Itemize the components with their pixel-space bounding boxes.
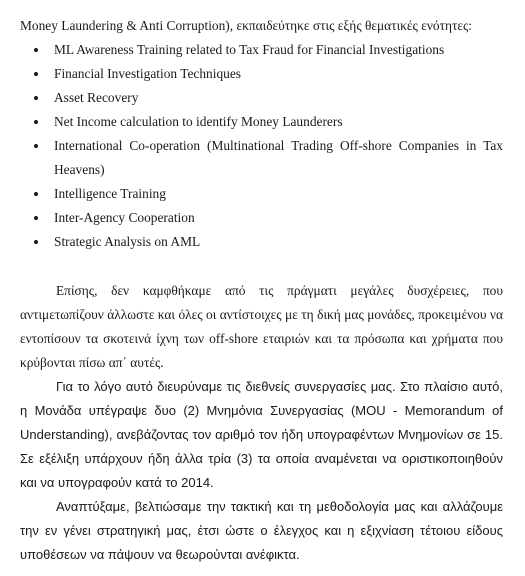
list-item-text: ML Awareness Training related to Tax Fraud for Financial Investigations [54,42,445,57]
bullet-icon [34,48,38,52]
bullet-icon [34,216,38,220]
bullet-icon [34,192,38,196]
list-item-text: Intelligence Training [54,186,166,201]
paragraph-spacer [20,254,503,279]
list-item [20,86,503,110]
bullet-icon [34,96,38,100]
bullet-icon [34,120,38,124]
topics-list [20,38,503,254]
paragraph-offshore: Επίσης, δεν καμφθήκαμε από τις πράγματι μεγάλες δυσχέρειες, που αντιμετωπίζουν άλλωστε και όλες οι αντίστοιχες με τη δική μας μονάδες, προκειμένου να εντοπίσουν τα σκοτεινά ίχνη των off-shore εταιριών και τα πρόσωπα και χρήματα που κρύβονται πίσω απ΄ αυτές. [20,283,503,370]
list-item [20,38,503,62]
list-item-text: Inter-Agency Cooperation [54,210,195,225]
list-item-text: Financial Investigation Techniques [54,66,241,81]
list-item [20,110,503,134]
list-item [20,230,503,254]
list-item [20,182,503,206]
list-item [20,134,503,182]
list-item-text: International Co-operation (Multinational Trading Off-shore Companies in Tax Heavens) [54,138,503,177]
intro-line: Money Laundering & Anti Corruption), εκπαιδεύτηκε στις εξής θεματικές ενότητες: [20,18,472,33]
list-item [20,206,503,230]
bullet-icon [34,144,38,148]
list-item-text: Strategic Analysis on AML [54,234,201,249]
paragraph-strategy: Αναπτύξαμε, βελτιώσαμε την τακτική και τη μεθοδολογία μας και αλλάζουμε την εν γένει στρατηγική μας, έτσι ώστε ο έλεγχος και η εξιχνίαση τέτοιου είδους υποθέσεων να πάψουν να θεωρούνται ανέφικτα. [20,499,503,562]
list-item-text: Asset Recovery [54,90,139,105]
bullet-icon [34,240,38,244]
list-item-text: Net Income calculation to identify Money Launderers [54,114,343,129]
paragraph-cooperation: Για το λόγο αυτό διευρύναμε τις διεθνείς συνεργασίες μας. Στο πλαίσιο αυτό, η Μονάδα υπέγραψε δυο (2) Μνημόνια Συνεργασίας (MOU - Memorandum of Understanding), ανεβάζοντας τον αριθμό τον ήδη υπογραφέντων Μνημονίων σε 15. Σε εξέλιξη υπάρχουν ήδη άλλα τρία (3) τα οποία αναμένεται να οριστικοποιηθούν και να υπογραφούν κατά το 2014. [20,379,503,490]
bullet-icon [34,72,38,76]
list-item [20,62,503,86]
